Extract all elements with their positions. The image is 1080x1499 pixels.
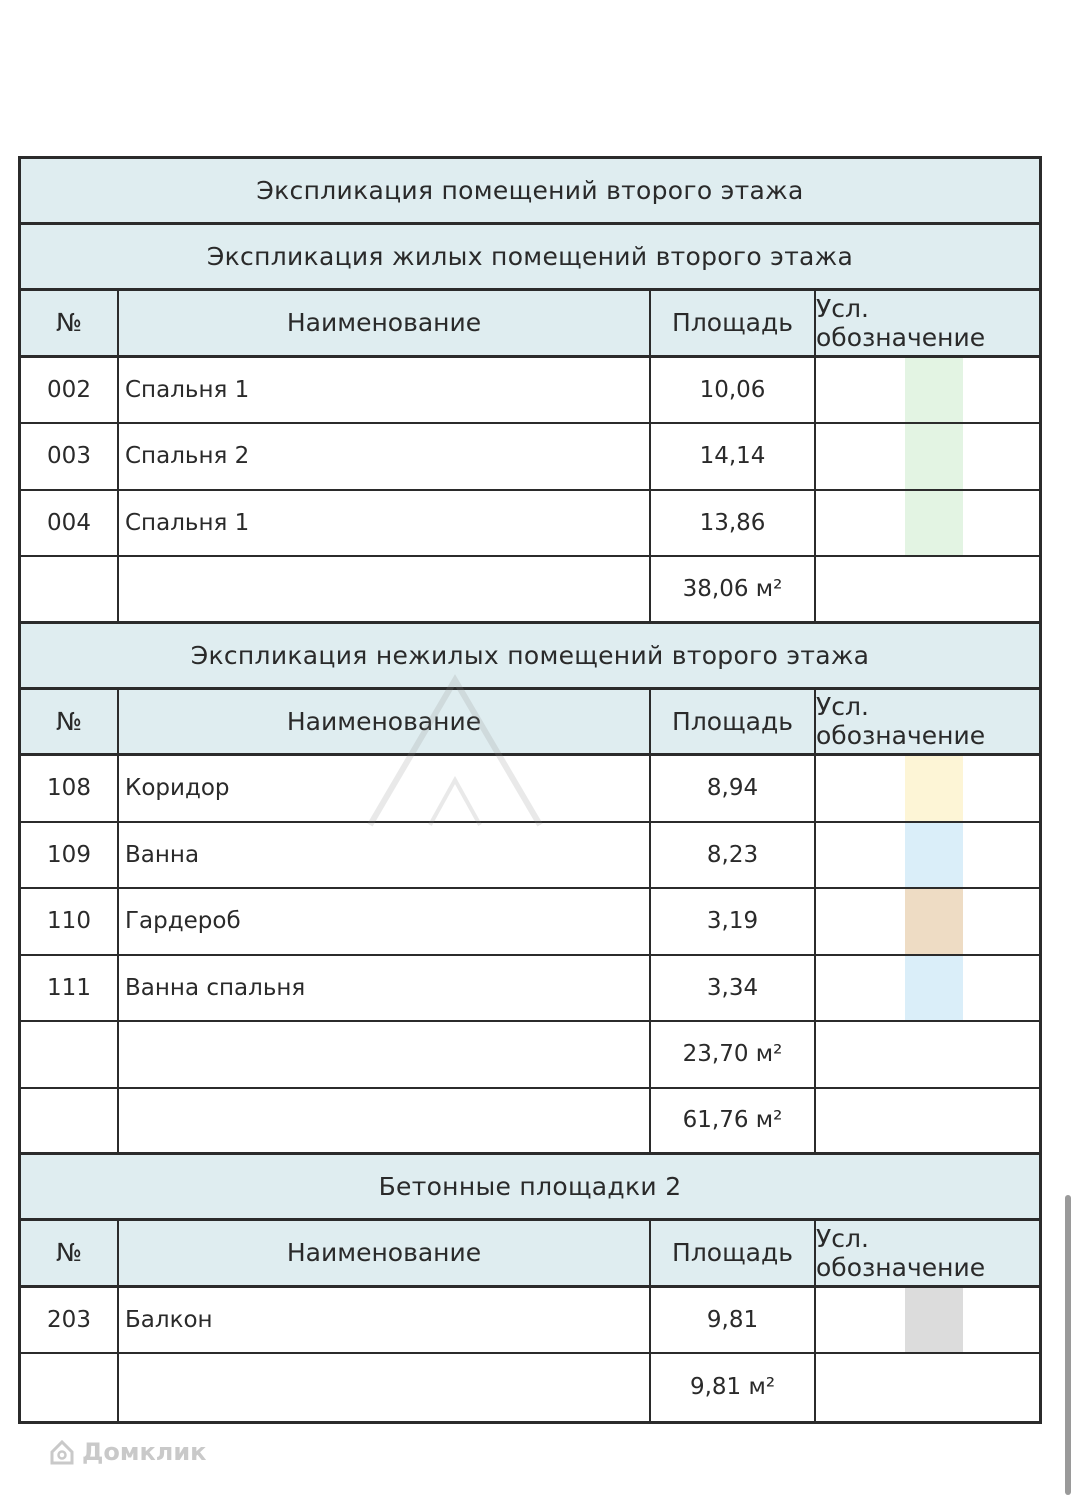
room-name: Ванна (119, 823, 651, 888)
room-name: Спальня 2 (119, 424, 651, 489)
room-area: 8,23 (651, 823, 816, 888)
header-symbol: Усл. обозначение (816, 1223, 986, 1282)
grand-total: 61,76 м² (651, 1089, 816, 1153)
table-row (21, 823, 1039, 890)
color-swatch (905, 956, 963, 1021)
header-symbol: Усл. обозначение (816, 692, 986, 751)
room-name: Ванна спальня (119, 956, 651, 1021)
room-symbol (816, 491, 1039, 556)
room-number: 109 (21, 823, 119, 888)
header-name: Наименование (119, 1221, 651, 1285)
room-number: 003 (21, 424, 119, 489)
color-swatch (905, 889, 963, 954)
watermark-logo-icon (360, 660, 690, 830)
color-swatch (905, 424, 963, 489)
color-swatch (905, 756, 963, 821)
room-number: 111 (21, 956, 119, 1021)
color-swatch (905, 1288, 963, 1353)
room-number: 203 (21, 1288, 119, 1353)
room-symbol (816, 956, 1039, 1021)
table-row (21, 491, 1039, 558)
room-name: Коридор (119, 756, 651, 821)
residential-total: 38,06 м² (651, 557, 816, 621)
room-area: 13,86 (651, 491, 816, 556)
room-symbol (816, 823, 1039, 888)
color-swatch (905, 823, 963, 888)
header-symbol: Усл. обозначение (816, 293, 986, 352)
nonresidential-section-title: Экспликация нежилых помещений второго этажа (21, 624, 1039, 690)
room-name: Спальня 1 (119, 358, 651, 423)
room-area: 9,81 (651, 1288, 816, 1353)
total-row (21, 1354, 1039, 1421)
total-row (21, 1022, 1039, 1089)
header-name: Наименование (119, 291, 651, 355)
room-symbol (816, 424, 1039, 489)
color-swatch (905, 491, 963, 556)
header-area: Площадь (651, 1221, 816, 1285)
total-row (21, 557, 1039, 624)
room-number: 004 (21, 491, 119, 556)
color-swatch (905, 358, 963, 423)
room-name: Спальня 1 (119, 491, 651, 556)
residential-section-title: Экспликация жилых помещений второго этажа (21, 225, 1039, 291)
concrete-section-title: Бетонные площадки 2 (21, 1155, 1039, 1221)
room-area: 3,34 (651, 956, 816, 1021)
table-row (21, 424, 1039, 491)
header-num: № (21, 291, 119, 355)
table-row (21, 358, 1039, 425)
room-number: 110 (21, 889, 119, 954)
header-area: Площадь (651, 690, 816, 754)
room-area: 3,19 (651, 889, 816, 954)
room-symbol (816, 358, 1039, 423)
house-icon (48, 1438, 76, 1466)
main-title: Экспликация помещений второго этажа (21, 159, 1039, 225)
room-symbol (816, 756, 1039, 821)
header-name: Наименование (119, 690, 651, 754)
domclick-logo (48, 1438, 206, 1466)
room-area: 10,06 (651, 358, 816, 423)
room-name: Гардероб (119, 889, 651, 954)
table-header-row (21, 1221, 1039, 1288)
room-number: 108 (21, 756, 119, 821)
nonresidential-total: 23,70 м² (651, 1022, 816, 1087)
table-row (21, 889, 1039, 956)
header-area: Площадь (651, 291, 816, 355)
room-name: Балкон (119, 1288, 651, 1353)
room-number: 002 (21, 358, 119, 423)
room-symbol (816, 1288, 1039, 1353)
room-area: 8,94 (651, 756, 816, 821)
room-area: 14,14 (651, 424, 816, 489)
table-row (21, 1288, 1039, 1355)
header-num: № (21, 690, 119, 754)
concrete-total: 9,81 м² (651, 1354, 816, 1421)
scrollbar[interactable] (1065, 1195, 1071, 1495)
header-num: № (21, 1221, 119, 1285)
table-row (21, 956, 1039, 1023)
logo-text: Домклик (82, 1438, 207, 1466)
room-symbol (816, 889, 1039, 954)
grand-total-row (21, 1089, 1039, 1156)
table-header-row (21, 291, 1039, 358)
